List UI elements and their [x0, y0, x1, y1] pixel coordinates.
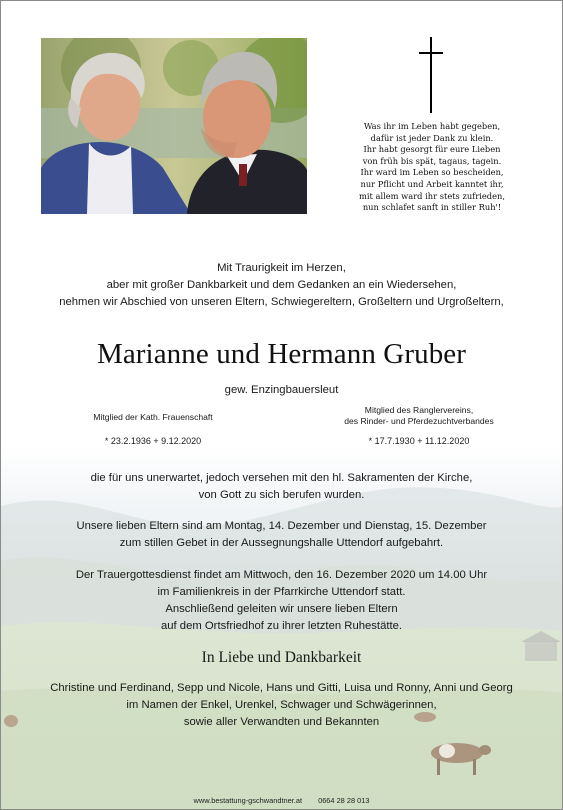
membership-line: des Rinder- und Pferdezuchtverbandes [344, 415, 494, 426]
poem-line: nur Pflicht und Arbeit kanntet ihr, [360, 178, 504, 189]
text-line: sowie aller Verwandten und Bekannten [183, 716, 380, 728]
text-line: Unsere lieben Eltern sind am Montag, 14. Dezember und Dienstag, 15. Dezember [76, 520, 487, 532]
intro-line: nehmen wir Abschied von unseren Eltern, Schwiegereltern, Großeltern und Urgroßeltern, [59, 296, 504, 308]
right-life-dates: * 17.7.1930 + 11.12.2020 [368, 436, 470, 446]
footer [1, 796, 562, 805]
intro-line: aber mit großer Dankbarkeit und dem Gedanken an ein Wiedersehen, [106, 279, 457, 291]
poem-line: dafür ist jeder Dank zu klein. [370, 132, 494, 143]
membership-line: Mitglied des Ranglervereins, [364, 405, 474, 415]
poem-line: Was ihr im Leben habt gegeben, [363, 121, 501, 131]
text-line: die für uns unerwartet, jedoch versehen mit den hl. Sakramenten der Kirche, [90, 472, 473, 484]
poem-line: nun schlafet sanft in stiller Ruh'! [362, 202, 502, 213]
couple-photo [41, 38, 307, 214]
poem-line: Ihr ward im Leben so bescheiden, [360, 167, 504, 178]
text-line: Anschließend geleiten wir unsere lieben Eltern [165, 603, 398, 615]
text-line: zum stillen Gebet in der Aussegnungshalle Uttendorf aufgebahrt. [119, 537, 444, 549]
poem-line: von früh bis spät, tagaus, tagein. [362, 155, 502, 166]
text-line: von Gott zu sich berufen wurden. [198, 489, 365, 501]
text-line: im Namen der Enkel, Urenkel, Schwager und Schwägerinnen, [126, 699, 437, 711]
left-life-dates: * 23.2.1936 + 9.12.2020 [104, 436, 202, 446]
footer-phone: 0664 28 28 013 [318, 796, 370, 805]
right-membership [319, 405, 519, 426]
footer-website: www.bestattung-gschwandtner.at [193, 796, 303, 805]
mourners-list [1, 680, 562, 731]
memorial-poem [337, 121, 527, 214]
cross-icon [419, 37, 443, 113]
text-line: Der Trauergottesdienst findet am Mittwoch, den 16. Dezember 2020 um 14.00 Uhr [75, 569, 488, 581]
viewing-text [1, 518, 562, 552]
house-name: gew. Enzingbauersleut [224, 384, 339, 396]
poem-line: mit allem ward ihr stets zufrieden, [359, 190, 505, 201]
text-line: im Familienkreis in der Pfarrkirche Uttendorf statt. [157, 586, 406, 598]
closing-title: In Liebe und Dankbarkeit [201, 649, 362, 666]
text-line: Christine und Ferdinand, Sepp und Nicole, Hans und Gitti, Luisa und Ronny, Anni und Georg [50, 682, 513, 694]
poem-line: Ihr habt gesorgt für eure Lieben [363, 144, 501, 155]
text-line: auf dem Ortsfriedhof zu ihrer letzten Ruhestätte. [160, 620, 403, 632]
funeral-service-text [1, 567, 562, 635]
deceased-names: Marianne und Hermann Gruber [96, 338, 467, 370]
membership-line: Mitglied der Kath. Frauenschaft [93, 412, 213, 422]
intro-line: Mit Traurigkeit im Herzen, [217, 262, 346, 274]
left-membership [61, 412, 245, 423]
sacraments-text [1, 470, 562, 504]
intro-text [1, 260, 562, 311]
